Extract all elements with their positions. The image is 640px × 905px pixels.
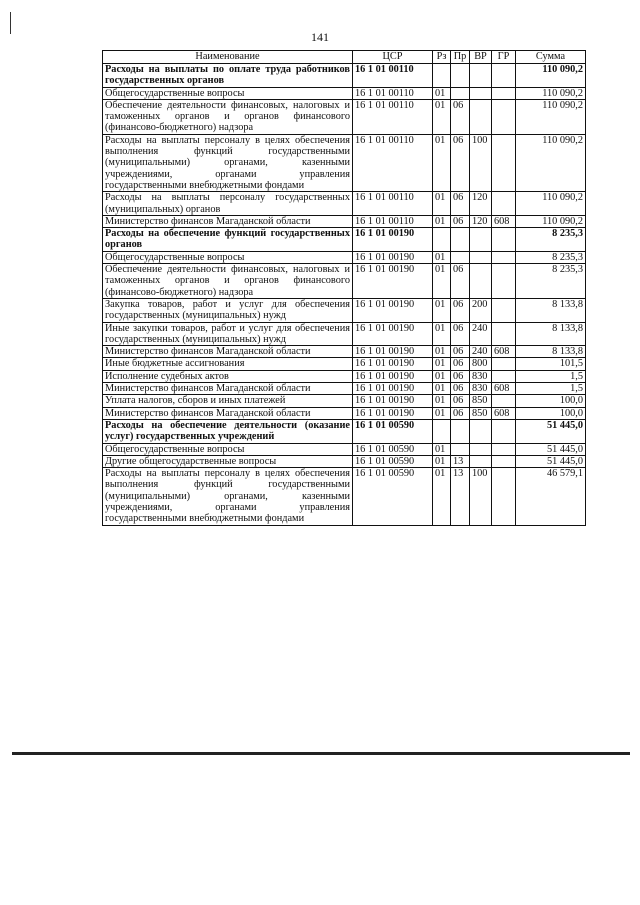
table-row [103,134,586,191]
row-gr-cell [492,87,516,99]
row-vr-cell: 120 [470,215,492,227]
table-row [103,215,586,227]
row-sum-cell: 8 235,3 [516,264,586,299]
row-code-cell: 16 1 01 00190 [353,264,433,299]
row-gr-cell: 608 [492,383,516,395]
row-gr-cell: 608 [492,346,516,358]
row-name-cell: Министерство финансов Магаданской области [103,407,353,419]
column-header-vr: ВР [470,51,492,64]
row-code-cell: 16 1 01 00190 [353,298,433,322]
table-row [103,298,586,322]
row-gr-cell: 608 [492,407,516,419]
table-row [103,264,586,299]
row-rz-cell [433,419,451,443]
column-header-name: Наименование [103,51,353,64]
row-rz-cell: 01 [433,215,451,227]
row-code-cell: 16 1 01 00110 [353,134,433,191]
table-row [103,358,586,370]
row-code-cell: 16 1 01 00110 [353,99,433,134]
table-row [103,64,586,88]
table-row [103,383,586,395]
row-name-cell: Иные закупки товаров, работ и услуг для обеспечения государственных (муниципальных) нужд [103,322,353,346]
row-code-cell: 16 1 01 00590 [353,443,433,455]
row-gr-cell [492,419,516,443]
table-row [103,99,586,134]
table-body [103,64,586,526]
row-code-cell: 16 1 01 00190 [353,322,433,346]
row-pr-cell [451,64,470,88]
row-rz-cell: 01 [433,383,451,395]
row-vr-cell: 120 [470,192,492,216]
row-name-cell: Министерство финансов Магаданской области [103,215,353,227]
row-pr-cell: 06 [451,383,470,395]
row-sum-cell: 110 090,2 [516,64,586,88]
column-header-sum: Сумма [516,51,586,64]
table-row [103,87,586,99]
row-rz-cell [433,64,451,88]
row-rz-cell: 01 [433,395,451,407]
row-sum-cell: 100,0 [516,407,586,419]
table-row [103,443,586,455]
row-rz-cell: 01 [433,264,451,299]
row-name-cell: Другие общегосударственные вопросы [103,455,353,467]
row-gr-cell [492,395,516,407]
table-row [103,407,586,419]
row-rz-cell: 01 [433,192,451,216]
row-vr-cell: 850 [470,395,492,407]
row-pr-cell: 06 [451,346,470,358]
row-rz-cell: 01 [433,99,451,134]
table-row [103,468,586,525]
row-pr-cell: 06 [451,395,470,407]
row-rz-cell: 01 [433,455,451,467]
row-pr-cell: 06 [451,134,470,191]
row-pr-cell [451,228,470,252]
row-vr-cell [470,443,492,455]
column-header-pr: Пр [451,51,470,64]
row-rz-cell: 01 [433,468,451,525]
horizontal-rule [12,752,630,755]
row-rz-cell: 01 [433,322,451,346]
row-vr-cell: 240 [470,322,492,346]
row-sum-cell: 8 235,3 [516,228,586,252]
row-vr-cell [470,99,492,134]
row-sum-cell: 1,5 [516,370,586,382]
table-row [103,370,586,382]
row-code-cell: 16 1 01 00190 [353,383,433,395]
row-gr-cell [492,468,516,525]
row-vr-cell [470,455,492,467]
row-gr-cell: 608 [492,215,516,227]
row-pr-cell: 06 [451,358,470,370]
row-rz-cell: 01 [433,358,451,370]
row-vr-cell [470,64,492,88]
row-vr-cell [470,87,492,99]
row-pr-cell: 06 [451,264,470,299]
row-gr-cell [492,298,516,322]
column-header-rz: Рз [433,51,451,64]
row-gr-cell [492,455,516,467]
row-name-cell: Обеспечение деятельности финансовых, налоговых и таможенных органов и органов финансового (финансово-бюджетного) надзора [103,264,353,299]
row-name-cell: Министерство финансов Магаданской области [103,346,353,358]
row-pr-cell: 06 [451,215,470,227]
row-code-cell: 16 1 01 00190 [353,407,433,419]
row-vr-cell [470,251,492,263]
row-sum-cell: 110 090,2 [516,87,586,99]
row-pr-cell: 13 [451,468,470,525]
row-name-cell: Закупка товаров, работ и услуг для обеспечения государственных (муниципальных) нужд [103,298,353,322]
row-rz-cell: 01 [433,443,451,455]
row-gr-cell [492,443,516,455]
row-name-cell: Обеспечение деятельности финансовых, налоговых и таможенных органов и органов финансового (финансово-бюджетного) надзора [103,99,353,134]
row-sum-cell: 8 235,3 [516,251,586,263]
row-gr-cell [492,134,516,191]
row-gr-cell [492,322,516,346]
row-name-cell: Общегосударственные вопросы [103,87,353,99]
row-vr-cell: 100 [470,134,492,191]
row-name-cell: Министерство финансов Магаданской области [103,383,353,395]
row-code-cell: 16 1 01 00590 [353,419,433,443]
row-name-cell: Расходы на выплаты персоналу в целях обеспечения выполнения функций государственными (муниципальными) органами, казенными учреждениями, органами управления государственными внебюджетными фондами [103,468,353,525]
row-rz-cell: 01 [433,134,451,191]
table-row [103,228,586,252]
page-number: 141 [311,30,329,44]
row-gr-cell [492,99,516,134]
row-name-cell: Расходы на выплаты по оплате труда работников государственных органов [103,64,353,88]
row-sum-cell: 51 445,0 [516,443,586,455]
row-gr-cell [492,64,516,88]
row-name-cell: Расходы на обеспечение функций государственных органов [103,228,353,252]
row-gr-cell [492,251,516,263]
row-pr-cell [451,251,470,263]
table-row [103,455,586,467]
row-code-cell: 16 1 01 00190 [353,370,433,382]
row-vr-cell [470,264,492,299]
row-vr-cell [470,419,492,443]
row-pr-cell [451,419,470,443]
row-sum-cell: 1,5 [516,383,586,395]
row-code-cell: 16 1 01 00110 [353,215,433,227]
row-gr-cell [492,370,516,382]
row-code-cell: 16 1 01 00190 [353,346,433,358]
row-gr-cell [492,192,516,216]
row-name-cell: Общегосударственные вопросы [103,443,353,455]
row-sum-cell: 46 579,1 [516,468,586,525]
row-sum-cell: 8 133,8 [516,322,586,346]
row-vr-cell: 200 [470,298,492,322]
row-vr-cell: 800 [470,358,492,370]
row-name-cell: Исполнение судебных актов [103,370,353,382]
row-sum-cell: 110 090,2 [516,215,586,227]
row-sum-cell: 51 445,0 [516,455,586,467]
row-name-cell: Расходы на выплаты персоналу в целях обеспечения выполнения функций государственными (муниципальными) органами, казенными учреждениями, органами управления государственными внебюджетными фондами [103,134,353,191]
row-pr-cell: 06 [451,322,470,346]
row-pr-cell: 13 [451,455,470,467]
row-name-cell: Уплата налогов, сборов и иных платежей [103,395,353,407]
row-sum-cell: 8 133,8 [516,346,586,358]
row-code-cell: 16 1 01 00590 [353,455,433,467]
row-name-cell: Расходы на обеспечение деятельности (оказание услуг) государственных учреждений [103,419,353,443]
row-vr-cell: 830 [470,370,492,382]
row-pr-cell: 06 [451,99,470,134]
table-row [103,346,586,358]
table-header-row [103,51,586,64]
row-name-cell: Расходы на выплаты персоналу государственных (муниципальных) органов [103,192,353,216]
row-rz-cell: 01 [433,407,451,419]
column-header-gr: ГР [492,51,516,64]
row-sum-cell: 100,0 [516,395,586,407]
row-vr-cell: 850 [470,407,492,419]
row-vr-cell: 240 [470,346,492,358]
row-rz-cell: 01 [433,87,451,99]
row-code-cell: 16 1 01 00190 [353,251,433,263]
row-rz-cell: 01 [433,251,451,263]
row-sum-cell: 8 133,8 [516,298,586,322]
row-sum-cell: 51 445,0 [516,419,586,443]
row-code-cell: 16 1 01 00110 [353,192,433,216]
table-row [103,251,586,263]
row-rz-cell: 01 [433,370,451,382]
row-code-cell: 16 1 01 00190 [353,228,433,252]
row-gr-cell [492,358,516,370]
row-code-cell: 16 1 01 00590 [353,468,433,525]
table-row [103,192,586,216]
row-name-cell: Иные бюджетные ассигнования [103,358,353,370]
row-gr-cell [492,264,516,299]
row-pr-cell: 06 [451,407,470,419]
row-pr-cell [451,87,470,99]
row-vr-cell: 100 [470,468,492,525]
budget-table [102,50,586,526]
table-row [103,322,586,346]
table-row [103,395,586,407]
row-name-cell: Общегосударственные вопросы [103,251,353,263]
row-code-cell: 16 1 01 00190 [353,358,433,370]
row-sum-cell: 101,5 [516,358,586,370]
row-code-cell: 16 1 01 00110 [353,64,433,88]
row-rz-cell [433,228,451,252]
row-pr-cell: 06 [451,298,470,322]
row-code-cell: 16 1 01 00110 [353,87,433,99]
row-sum-cell: 110 090,2 [516,99,586,134]
row-pr-cell: 06 [451,192,470,216]
table-row [103,419,586,443]
row-rz-cell: 01 [433,346,451,358]
row-rz-cell: 01 [433,298,451,322]
column-header-code: ЦСР [353,51,433,64]
row-vr-cell [470,228,492,252]
row-pr-cell [451,443,470,455]
row-vr-cell: 830 [470,383,492,395]
row-pr-cell: 06 [451,370,470,382]
row-sum-cell: 110 090,2 [516,134,586,191]
row-gr-cell [492,228,516,252]
row-sum-cell: 110 090,2 [516,192,586,216]
row-code-cell: 16 1 01 00190 [353,395,433,407]
